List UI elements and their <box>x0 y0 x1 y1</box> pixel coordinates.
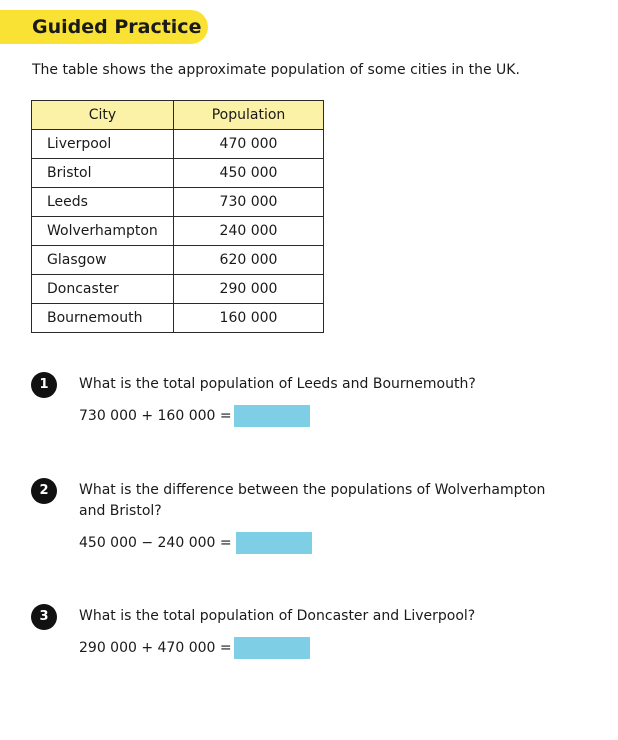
question-calculation <box>79 637 232 659</box>
answer-input-1[interactable] <box>234 405 310 427</box>
population-table <box>31 100 324 333</box>
table-row <box>32 246 324 275</box>
column-header-population: Population <box>174 101 324 130</box>
question-text: What is the total population of Doncaster and Liverpool? <box>79 608 476 624</box>
population-cell: 160 000 <box>174 304 324 333</box>
population-cell: 240 000 <box>174 217 324 246</box>
question-calculation <box>79 532 232 554</box>
table-row <box>32 275 324 304</box>
population-cell: 470 000 <box>174 130 324 159</box>
city-cell: Leeds <box>32 188 174 217</box>
question-number-badge: 3 <box>31 604 57 630</box>
table-row <box>32 217 324 246</box>
answer-input-2[interactable] <box>236 532 312 554</box>
population-cell: 450 000 <box>174 159 324 188</box>
table-row <box>32 304 324 333</box>
section-banner <box>0 10 208 44</box>
city-cell: Doncaster <box>32 275 174 304</box>
city-cell: Bristol <box>32 159 174 188</box>
city-cell: Liverpool <box>32 130 174 159</box>
table-row <box>32 188 324 217</box>
column-header-city: City <box>32 101 174 130</box>
population-cell: 730 000 <box>174 188 324 217</box>
section-title: Guided Practice <box>32 16 202 38</box>
intro-text: The table shows the approximate population of some cities in the UK. <box>32 62 520 78</box>
table-header-row <box>32 101 324 130</box>
city-cell: Bournemouth <box>32 304 174 333</box>
calculation-expression: 450 000 − 240 000 = <box>79 535 232 551</box>
question-text: What is the total population of Leeds and Bournemouth? <box>79 376 476 392</box>
calculation-expression: 730 000 + 160 000 = <box>79 408 232 424</box>
population-cell: 290 000 <box>174 275 324 304</box>
city-cell: Glasgow <box>32 246 174 275</box>
table-row <box>32 159 324 188</box>
question-number-badge: 2 <box>31 478 57 504</box>
question-text: What is the difference between the populations of Wolverhampton and Bristol? <box>79 482 546 519</box>
city-cell: Wolverhampton <box>32 217 174 246</box>
population-cell: 620 000 <box>174 246 324 275</box>
table-row <box>32 130 324 159</box>
answer-input-3[interactable] <box>234 637 310 659</box>
question-number-badge: 1 <box>31 372 57 398</box>
question-calculation <box>79 405 232 427</box>
calculation-expression: 290 000 + 470 000 = <box>79 640 232 656</box>
